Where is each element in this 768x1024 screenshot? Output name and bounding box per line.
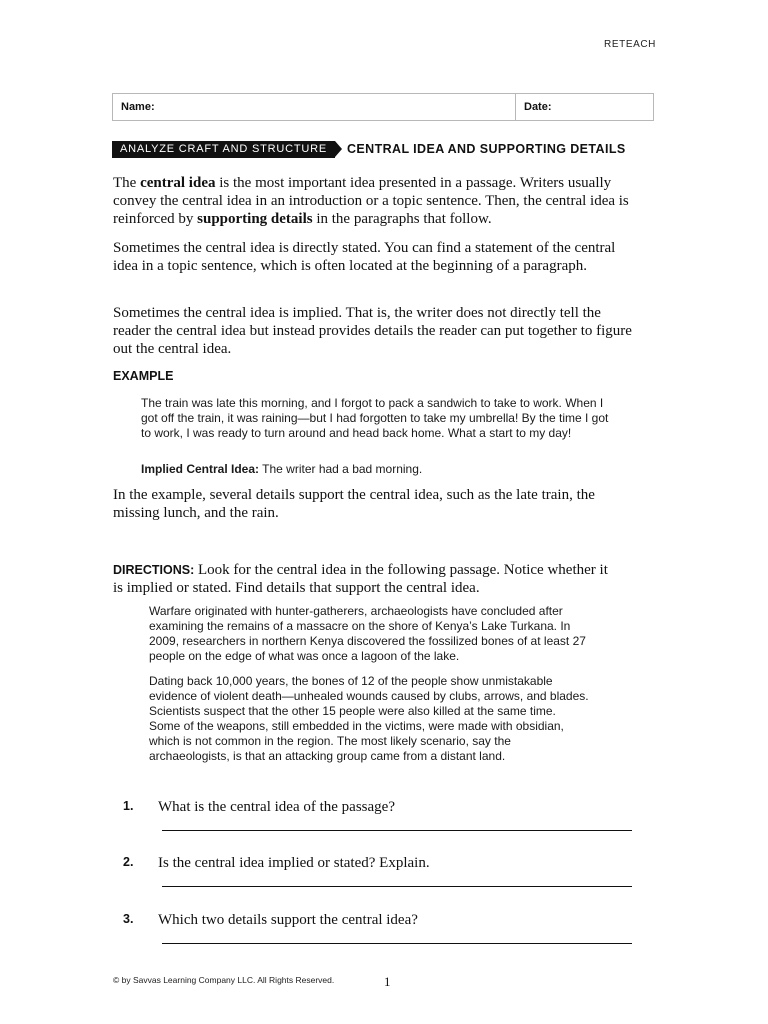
name-date-box xyxy=(112,93,654,121)
answer-line-2[interactable] xyxy=(162,886,632,887)
copyright: © by Savvas Learning Company LLC. All Rights Reserved. xyxy=(113,975,335,985)
intro-text: Sometimes the central idea is directly stated. You can find a statement of the central idea in a topic sentence, which is often located at the beginning of a paragraph. xyxy=(113,240,616,274)
passage-text: Warfare originated with hunter-gatherers, archaeologists have concluded after examining the remains of a massacre on the shore of Kenya’s Lake Turkana. In 2009, researchers in northern Kenya discovered the fossilized bones of at least 27 people on the edge of what was once a lagoon of the lake. xyxy=(149,604,586,663)
example-followup xyxy=(113,486,633,522)
passage-paragraph-2 xyxy=(149,674,589,764)
implied-central-idea xyxy=(141,462,611,477)
implied-text: The writer had a bad morning. xyxy=(259,462,423,476)
intro-text: in the paragraphs that follow. xyxy=(312,211,492,227)
term-central-idea: central idea xyxy=(140,175,216,191)
question-text: What is the central idea of the passage? xyxy=(158,799,395,815)
example-passage: The train was late this morning, and I forgot to pack a sandwich to take to work. When I got off the train, it was raining—but I had forgotten to take my umbrella! By the time I got to work, I was ready to turn around and head back home. What a start to my day! xyxy=(141,396,609,440)
intro-paragraph-3 xyxy=(113,304,633,358)
banner-tag: ANALYZE CRAFT AND STRUCTURE xyxy=(112,141,335,158)
intro-paragraph-2 xyxy=(113,239,633,275)
intro-text: The xyxy=(113,175,141,191)
reteach-label: RETEACH xyxy=(604,39,656,50)
intro-paragraph-1 xyxy=(113,174,633,228)
passage-paragraph-1 xyxy=(149,604,589,664)
section-banner xyxy=(112,140,626,158)
question-text: Which two details support the central idea? xyxy=(158,912,418,928)
followup-text: In the example, several details support the central idea, such as the late train, the missing lunch, and the rain. xyxy=(113,487,595,521)
question-number: 1. xyxy=(123,799,134,813)
banner-title: CENTRAL IDEA AND SUPPORTING DETAILS xyxy=(347,142,626,156)
question-number: 2. xyxy=(123,855,134,869)
intro-text: Sometimes the central idea is implied. That is, the writer does not directly tell the reader the central idea but instead provides details the reader can put together to figure out the central idea. xyxy=(113,305,632,357)
example-heading: EXAMPLE xyxy=(113,369,174,383)
date-field[interactable] xyxy=(516,94,653,120)
directions xyxy=(113,561,618,597)
page-number: 1 xyxy=(384,974,391,989)
intro-text: is the most important idea presented in a passage. Writers usually convey the central idea in an introduction or a topic sentence. Then, the central idea is reinforced by xyxy=(113,175,629,227)
date-label: Date: xyxy=(524,101,552,113)
example-text xyxy=(141,396,611,441)
implied-label: Implied Central Idea: xyxy=(141,462,260,476)
name-label: Name: xyxy=(121,101,155,113)
directions-label: DIRECTIONS: xyxy=(113,563,195,577)
question-text: Is the central idea implied or stated? Explain. xyxy=(158,855,430,871)
directions-text: Look for the central idea in the following passage. Notice whether it is implied or stated. Find details that support the central idea. xyxy=(113,562,608,596)
name-field[interactable] xyxy=(113,94,516,120)
passage-text: Dating back 10,000 years, the bones of 12 of the people show unmistakable evidence of violent death—unhealed wounds caused by clubs, arrows, and blades. Scientists suspect that the other 15 people were also killed at the same time. Some of the weapons, still embedded in the victims, were made with obsidian, which is not common in the region. The most likely scenario, say the archaeologists, is that an attacking group came from a distant land. xyxy=(149,674,589,763)
answer-line-1[interactable] xyxy=(162,830,632,831)
term-supporting-details: supporting details xyxy=(197,211,313,227)
question-number: 3. xyxy=(123,912,134,926)
answer-line-3[interactable] xyxy=(162,943,632,944)
